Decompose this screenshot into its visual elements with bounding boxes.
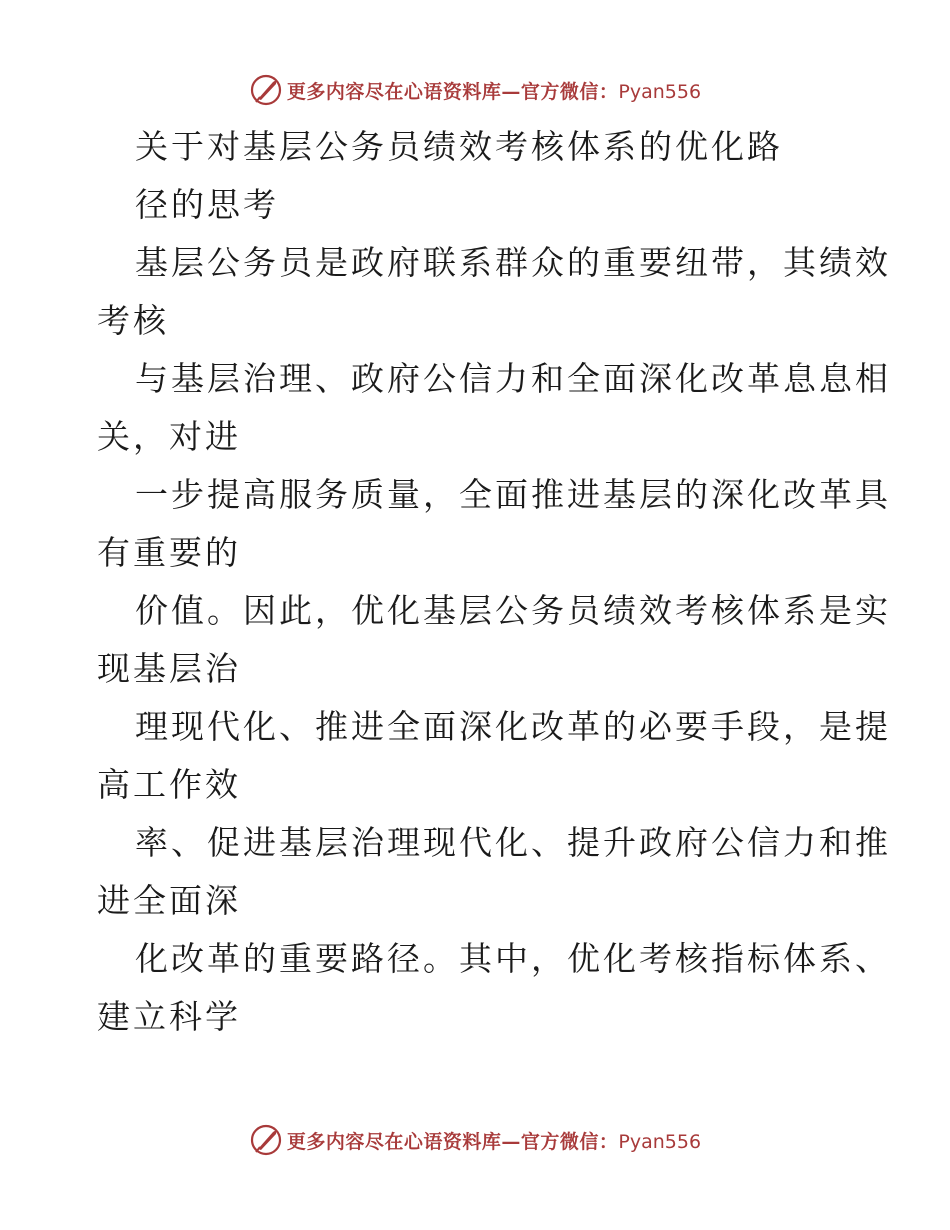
paragraph-line: 建立科学 <box>97 997 241 1036</box>
footer-watermark-account: Pyan556 <box>618 1130 702 1153</box>
paragraph-line: 关，对进 <box>97 417 241 456</box>
footer-watermark <box>0 1120 950 1160</box>
paragraph-line: 基层公务员是政府联系群众的重要纽带，其绩效 <box>135 243 891 282</box>
paragraph-line: 理现代化、推进全面深化改革的必要手段，是提 <box>135 707 891 746</box>
header-watermark-account: Pyan556 <box>618 80 702 103</box>
document-body <box>97 118 891 1046</box>
header-watermark-text: 更多内容尽在心语资料库—官方微信：Pyan556 <box>286 80 702 103</box>
quill-pen-icon <box>249 73 283 107</box>
footer-watermark-text: 更多内容尽在心语资料库—官方微信：Pyan556 <box>286 1130 702 1153</box>
header-watermark <box>0 70 950 110</box>
paragraph-line: 现基层治 <box>97 649 241 688</box>
paragraph-line: 与基层治理、政府公信力和全面深化改革息息相 <box>135 359 891 398</box>
title-line: 径的思考 <box>135 185 279 224</box>
paragraph-line: 一步提高服务质量，全面推进基层的深化改革具 <box>135 475 891 514</box>
paragraph-line: 率、促进基层治理现代化、提升政府公信力和推 <box>135 823 891 862</box>
paragraph-line: 价值。因此，优化基层公务员绩效考核体系是实 <box>135 591 891 630</box>
paragraph-line: 进全面深 <box>97 881 241 920</box>
title-line: 关于对基层公务员绩效考核体系的优化路 <box>135 127 783 166</box>
quill-pen-icon <box>249 1123 283 1157</box>
paragraph-line: 化改革的重要路径。其中，优化考核指标体系、 <box>135 939 891 978</box>
paragraph-line: 考核 <box>97 301 169 340</box>
paragraph-line: 有重要的 <box>97 533 241 572</box>
paragraph-line: 高工作效 <box>97 765 241 804</box>
